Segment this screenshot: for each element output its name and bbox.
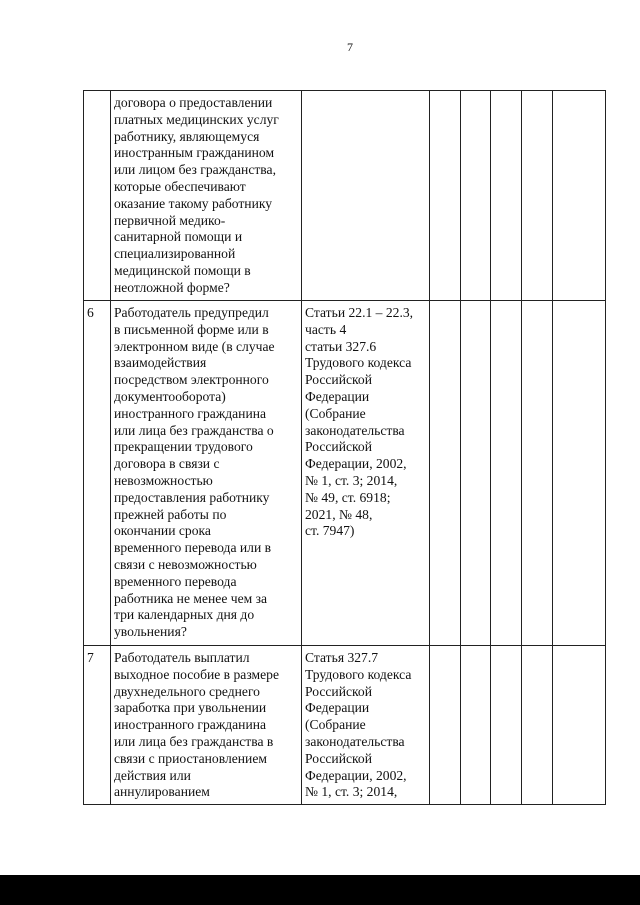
legal-reference-line: Трудового кодекса xyxy=(305,355,412,371)
requirement-text-line: договора в связи с xyxy=(114,456,220,472)
requirement-text-line: специализированной xyxy=(114,246,236,262)
requirement-text-line: двухнедельного среднего xyxy=(114,683,260,699)
legal-reference-cell xyxy=(302,301,430,646)
table-row xyxy=(84,646,606,805)
requirement-text-line: Работодатель предупредил xyxy=(114,305,269,320)
requirement-text-line: которые обеспечивают xyxy=(114,178,246,194)
legal-reference-line: Российской xyxy=(305,439,372,455)
requirement-text-line: увольнения? xyxy=(114,624,187,640)
legal-reference-line: (Собрание xyxy=(305,405,366,421)
answer-extra-cell xyxy=(522,301,553,646)
requirement-text-line: иностранным гражданином xyxy=(114,145,275,161)
legal-reference-line: законодательства xyxy=(305,733,405,749)
table-row xyxy=(84,301,606,646)
answer-yes-cell xyxy=(430,301,461,646)
requirement-text-line: прежней работы по xyxy=(114,506,227,522)
legal-reference-line: Федерации, 2002, xyxy=(305,767,407,783)
legal-reference-line: Российской xyxy=(305,683,372,699)
legal-reference-line: № 49, ст. 6918; xyxy=(305,489,391,505)
requirement-text-line: невозможностью xyxy=(114,472,213,488)
answer-na-cell xyxy=(491,301,522,646)
requirement-text-line: посредством электронного xyxy=(114,372,269,388)
requirement-text-line: документооборота) xyxy=(114,388,226,404)
requirement-cell xyxy=(111,646,302,805)
legal-reference-line: Федерации xyxy=(305,700,370,716)
legal-reference-cell xyxy=(302,91,430,301)
requirement-text-line: иностранного гражданина xyxy=(114,405,267,421)
row-number: 7 xyxy=(84,646,111,805)
requirement-text-line: медицинской помощи в xyxy=(114,262,251,278)
requirement-text-line: оказание такому работнику xyxy=(114,195,273,211)
requirement-cell xyxy=(111,91,302,301)
table-row xyxy=(84,91,606,301)
requirement-text-line: действия или xyxy=(114,767,191,783)
page-number: 7 xyxy=(347,40,353,54)
answer-no-cell xyxy=(461,91,491,301)
requirement-text-line: связи с невозможностью xyxy=(114,556,257,572)
requirement-text-line: временного перевода или в xyxy=(114,540,272,556)
requirement-text-line: работнику, являющемуся xyxy=(114,128,260,144)
legal-reference-line: 2021, № 48, xyxy=(305,506,373,522)
requirement-text-line: санитарной помощи и xyxy=(114,229,243,245)
legal-reference-line: статьи 327.6 xyxy=(305,338,377,354)
notes-cell xyxy=(553,646,606,805)
legal-reference-line: законодательства xyxy=(305,422,405,438)
requirement-text-line: предоставления работнику xyxy=(114,489,270,505)
requirement-text-line: аннулированием xyxy=(114,784,210,800)
requirement-text-line: временного перевода xyxy=(114,573,237,589)
requirement-text-line: или лица без гражданства о xyxy=(114,422,274,438)
legal-reference-line: (Собрание xyxy=(305,717,366,733)
legal-reference-line: ст. 7947) xyxy=(305,523,355,539)
requirement-text-line: неотложной форме? xyxy=(114,279,230,295)
requirement-text-line: платных медицинских услуг xyxy=(114,111,279,127)
answer-na-cell xyxy=(491,91,522,301)
legal-reference-cell xyxy=(302,646,430,805)
requirement-text-line: окончании срока xyxy=(114,523,211,539)
answer-no-cell xyxy=(461,646,491,805)
legal-reference-line: Федерации, 2002, xyxy=(305,456,407,472)
requirement-text-line: работника не менее чем за xyxy=(114,590,268,606)
requirement-text-line: связи с приостановлением xyxy=(114,750,267,766)
requirement-text-line: электронном виде (в случае xyxy=(114,338,275,354)
legal-reference-line: Российской xyxy=(305,372,372,388)
notes-cell xyxy=(553,301,606,646)
requirement-text-line: Работодатель выплатил xyxy=(114,650,250,665)
legal-reference-line: Российской xyxy=(305,750,372,766)
answer-yes-cell xyxy=(430,646,461,805)
requirement-cell xyxy=(111,301,302,646)
notes-cell xyxy=(553,91,606,301)
requirement-text-line: взаимодействия xyxy=(114,355,207,371)
legal-reference-line: Трудового кодекса xyxy=(305,666,412,682)
answer-extra-cell xyxy=(522,646,553,805)
requirement-text-line: договора о предоставлении xyxy=(114,95,273,110)
requirement-text-line: выходное пособие в размере xyxy=(114,666,279,682)
requirement-text-line: иностранного гражданина xyxy=(114,717,267,733)
requirement-text-line: заработка при увольнении xyxy=(114,700,267,716)
requirement-text-line: три календарных дня до xyxy=(114,607,255,623)
requirement-text-line: прекращении трудового xyxy=(114,439,253,455)
row-number xyxy=(84,91,111,301)
legal-reference-line: Федерации xyxy=(305,388,370,404)
answer-extra-cell xyxy=(522,91,553,301)
legal-reference-line: Статья 327.7 xyxy=(305,650,379,665)
legal-reference-line: Статьи 22.1 – 22.3, xyxy=(305,305,414,320)
answer-na-cell xyxy=(491,646,522,805)
legal-reference-line: часть 4 xyxy=(305,321,347,337)
requirement-text-line: или лицом без гражданства, xyxy=(114,162,276,178)
requirement-text-line: первичной медико- xyxy=(114,212,226,228)
requirement-text-line: в письменной форме или в xyxy=(114,321,269,337)
answer-no-cell xyxy=(461,301,491,646)
legal-reference-line: № 1, ст. 3; 2014, xyxy=(305,784,398,800)
checklist-table xyxy=(83,90,606,805)
row-number: 6 xyxy=(84,301,111,646)
answer-yes-cell xyxy=(430,91,461,301)
requirement-text-line: или лица без гражданства в xyxy=(114,733,274,749)
legal-reference-line: № 1, ст. 3; 2014, xyxy=(305,472,398,488)
